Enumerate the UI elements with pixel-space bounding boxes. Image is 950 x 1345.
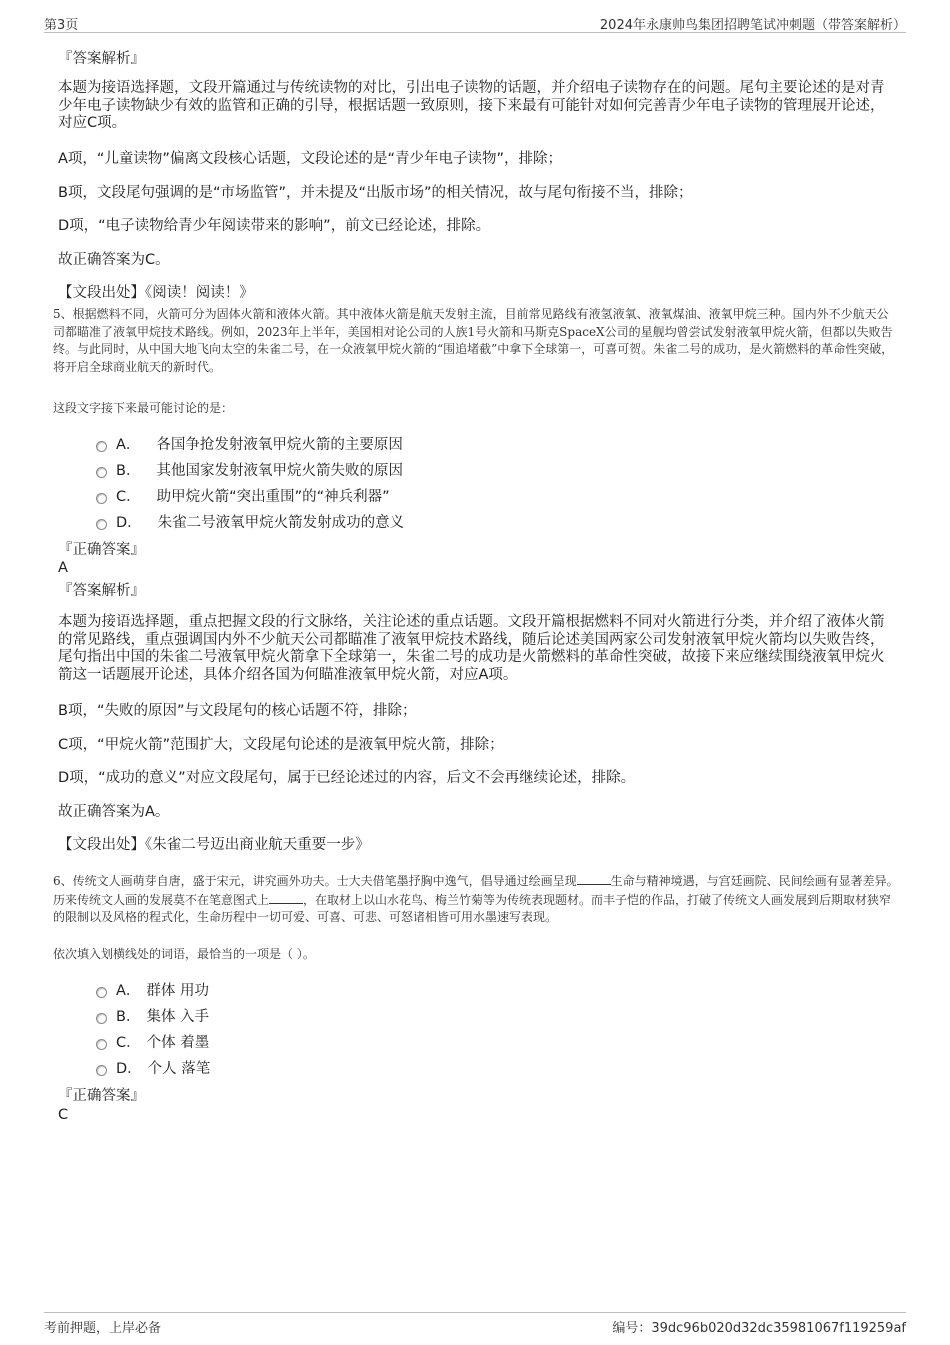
question-5-passage: 5、根据燃料不同，火箭可分为固体火箭和液体火箭。其中液体火箭是航天发射主流，目前常见路线有液氢液氧、液氧煤油、液氧甲烷三种。国内外不少航天公司都瞄准了液氧甲烷技术路线。例如，2023年上半年，美国相对论公司的人族1号火箭和马斯克SpaceX公司的星舰均曾尝试发射液氧甲烷火箭，但都以失败告终。与此同时，从中国大地飞向太空的朱雀二号，在一众液氧甲烷火箭的“围追堵截”中拿下全球第一，可喜可贺。朱雀二号的成功，是火箭燃料的革命性突破，将开启全球商业航天的新时代。: [53, 307, 894, 374]
q5-conclusion: 故正确答案为A。: [58, 804, 170, 820]
question-6-passage: [53, 872, 899, 927]
radio-icon[interactable]: [96, 441, 107, 452]
passage-segment: 6、传统文人画萌芽自唐，盛于宋元，讲究画外功夫。士大夫借笔墨抒胸中逸气，倡导通过绘画呈现: [53, 874, 577, 888]
option-key: C．: [116, 489, 141, 505]
q5-option-c[interactable]: [96, 488, 390, 506]
q5-analysis-text: 本题为接语选择题，重点把握文段的行文脉络，关注论述的重点话题。文段开篇根据燃料不同对火箭进行分类，并介绍了液体火箭的常见路线，重点强调国内外不少航天公司都瞄准了液氧甲烷技术路线，随后论述美国两家公司发射液氧甲烷火箭均以失败告终，尾句指出中国的朱雀二号液氧甲烷火箭拿下全球第一，朱雀二号的成功是火箭燃料的革命性突破，故接下来应继续围绕液氧甲烷火箭这一话题展开论述，具体介绍各国为何瞄准液氧甲烷火箭，对应A项。: [58, 614, 885, 683]
question-6-prompt: 依次填入划横线处的词语，最恰当的一项是（ ）。: [53, 947, 315, 961]
option-text: 群体 用功: [146, 983, 210, 999]
radio-icon[interactable]: [96, 467, 107, 478]
option-text: 集体 入手: [146, 1009, 210, 1025]
q5-answer-label: 『正确答案』: [58, 542, 145, 558]
radio-icon[interactable]: [96, 987, 107, 998]
q5-option-b[interactable]: [96, 462, 403, 480]
analysis-text: 本题为接语选择题，文段开篇通过与传统读物的对比，引出电子读物的话题，并介绍电子读物存在的问题。尾句主要论述的是对青少年电子读物缺少有效的监管和正确的引导，根据话题一致原则，接下来最有可能针对如何完善青少年电子读物的管理展开论述，对应C项。: [58, 80, 885, 131]
document-title: 2024年永康帅鸟集团招聘笔试冲刺题（带答案解析）: [599, 18, 906, 33]
passage-segment: ，在取材上以山水花鸟、梅兰竹菊等为传统表现题材。而丰子恺的作品，打破了传统文人画发展到后期取材狭窄的限制以及风格的程式化，生命历程中一切可爱、可喜、可悲、可怒诸相皆可用水墨速写表现。: [53, 892, 892, 924]
option-key: A．: [116, 983, 141, 999]
q6-answer-label: 『正确答案』: [58, 1088, 145, 1104]
passage-segment: 生命与精神境遇，与宫廷画院、民间绘画有显著差异。历来传统文人画的发展莫不在笔意图式上: [53, 874, 899, 907]
fill-blank-2: [269, 891, 303, 904]
q5-answer: A: [58, 560, 68, 576]
radio-icon[interactable]: [96, 1013, 107, 1024]
option-text: 各国争抢发射液氧甲烷火箭的主要原因: [156, 437, 403, 453]
source-citation: 【文段出处】《阅读！阅读！》: [58, 285, 254, 301]
q5-note-d: D项，“成功的意义”对应文段尾句，属于已经论述过的内容，后文不会再继续论述，排除。: [58, 770, 636, 786]
option-text: 朱雀二号液氧甲烷火箭发射成功的意义: [157, 515, 405, 531]
option-text: 其他国家发射液氧甲烷火箭失败的原因: [156, 463, 403, 479]
q5-analysis-label: 『答案解析』: [58, 583, 145, 599]
option-text: 助甲烷火箭“突出重围”的“神兵利器”: [156, 489, 390, 505]
analysis-label: 『答案解析』: [58, 51, 145, 67]
question-5-prompt: 这段文字接下来最可能讨论的是：: [53, 401, 234, 415]
option-key: D．: [116, 1061, 142, 1077]
q5-source-citation: 【文段出处】《朱雀二号迈出商业航天重要一步》: [58, 837, 370, 853]
option-key: C．: [116, 1035, 141, 1051]
footer-slogan: 考前押题，上岸必备: [44, 1321, 162, 1336]
fill-blank-1: [577, 872, 611, 885]
q5-note-c: C项，“甲烷火箭”范围扩大，文段尾句论述的是液氧甲烷火箭，排除；: [58, 737, 504, 753]
q5-option-a[interactable]: [96, 436, 403, 454]
analysis-note-b: B项，文段尾句强调的是“市场监管”，并未提及“出版市场”的相关情况，故与尾句衔接不当，排除；: [58, 185, 693, 201]
option-text: 个人 落笔: [147, 1061, 211, 1077]
q6-option-d[interactable]: [96, 1060, 210, 1078]
option-key: D．: [116, 515, 142, 531]
analysis-note-a: A项，“儿童读物”偏离文段核心话题，文段论述的是“青少年电子读物”，排除；: [58, 151, 562, 167]
page-footer: [44, 1312, 906, 1339]
radio-icon[interactable]: [96, 1039, 107, 1050]
page-number: 第3页: [44, 18, 79, 33]
q6-option-a[interactable]: [96, 982, 209, 1000]
page-header: [44, 12, 906, 33]
option-key: B．: [116, 1009, 141, 1025]
document-serial: 编号：39dc96b020d32dc35981067f119259af: [612, 1321, 906, 1336]
analysis-conclusion: 故正确答案为C。: [58, 252, 170, 268]
q5-option-d[interactable]: [96, 514, 404, 532]
radio-icon[interactable]: [96, 1065, 107, 1076]
q5-note-b: B项，“失败的原因”与文段尾句的核心话题不符，排除；: [58, 703, 417, 719]
radio-icon[interactable]: [96, 493, 107, 504]
radio-icon[interactable]: [96, 519, 107, 530]
q6-option-b[interactable]: [96, 1008, 209, 1026]
option-key: A．: [116, 437, 141, 453]
option-key: B．: [116, 463, 141, 479]
option-text: 个体 着墨: [146, 1035, 210, 1051]
q6-answer: C: [58, 1107, 69, 1123]
analysis-note-d: D项，“电子读物给青少年阅读带来的影响”，前文已经论述，排除。: [58, 218, 491, 234]
q6-option-c[interactable]: [96, 1034, 209, 1052]
